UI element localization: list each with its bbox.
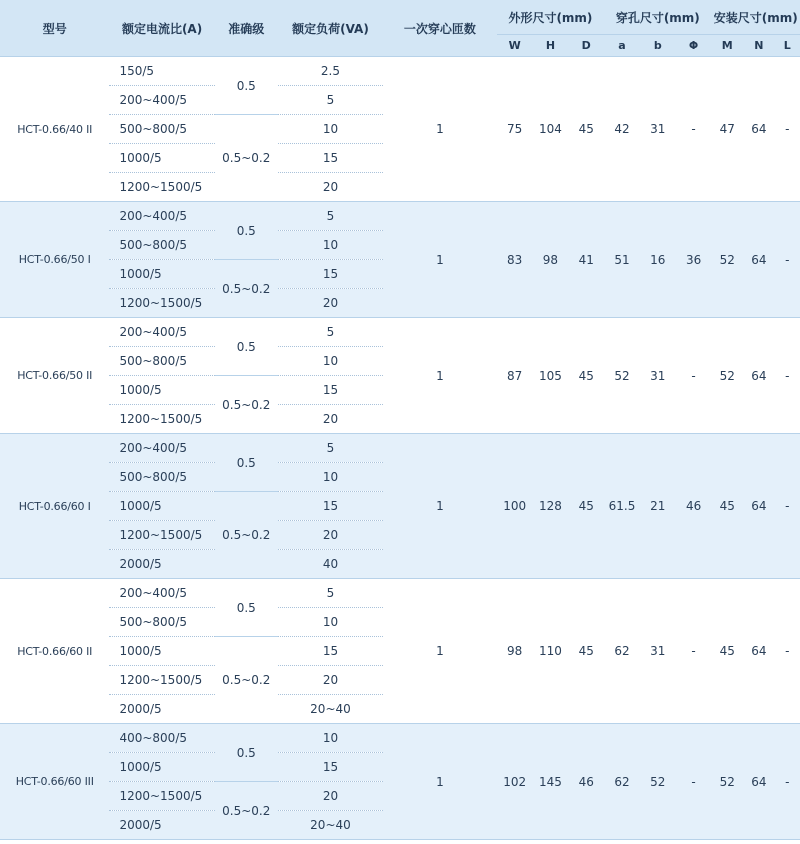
dim-b-cell: 16 [640,202,676,318]
burden-cell: 2.5 [278,57,383,86]
dim-w-cell: 100 [497,434,533,579]
burden-cell: 20~40 [278,695,383,724]
dim-d-cell: 45 [568,434,604,579]
dim-n-cell: 64 [743,724,775,840]
table-row [0,579,800,608]
header-sub-w: W [497,35,533,57]
burden-cell: 10 [278,724,383,753]
turns-cell: 1 [383,724,497,840]
ratio-cell: 200~400/5 [109,434,214,463]
accuracy-cell: 0.5 [215,579,278,637]
dim-n-cell: 64 [743,579,775,724]
header-sub-b: b [640,35,676,57]
model-group [0,434,800,579]
dim-m-cell: 52 [712,202,744,318]
dim-n-cell: 64 [743,57,775,202]
dim-l-cell: - [775,579,800,724]
dim-d-cell: 45 [568,579,604,724]
dim-a-cell: 62 [604,579,640,724]
ratio-cell: 1200~1500/5 [109,666,214,695]
ratio-cell: 1200~1500/5 [109,405,214,434]
ratio-cell: 200~400/5 [109,579,214,608]
dim-n-cell: 64 [743,318,775,434]
header-sub-l: L [775,35,800,57]
header-model: 型号 [0,0,109,57]
ratio-cell: 200~400/5 [109,202,214,231]
table-row [0,724,800,753]
accuracy-cell: 0.5~0.2 [215,376,278,434]
accuracy-cell: 0.5~0.2 [215,782,278,840]
header-mount-dimensions: 安装尺寸(mm) [712,0,800,35]
header-hole-dimensions: 穿孔尺寸(mm) [604,0,711,35]
dim-l-cell: - [775,724,800,840]
model-cell: HCT-0.66/50 II [0,318,109,434]
dim-a-cell: 42 [604,57,640,202]
burden-cell: 20 [278,782,383,811]
ratio-cell: 1000/5 [109,637,214,666]
dim-phi-cell: - [676,724,712,840]
accuracy-cell: 0.5~0.2 [215,637,278,724]
header-burden: 额定负荷(VA) [278,0,383,57]
header-sub-n: N [743,35,775,57]
turns-cell: 1 [383,579,497,724]
dim-h-cell: 98 [533,202,569,318]
dim-l-cell: - [775,318,800,434]
ratio-cell: 500~800/5 [109,463,214,492]
accuracy-cell: 0.5~0.2 [215,260,278,318]
ratio-cell: 2000/5 [109,550,214,579]
ratio-cell: 2000/5 [109,811,214,840]
ratio-cell: 1200~1500/5 [109,521,214,550]
dim-b-cell: 31 [640,318,676,434]
dim-w-cell: 87 [497,318,533,434]
dim-phi-cell: 36 [676,202,712,318]
burden-cell: 20 [278,289,383,318]
dim-phi-cell: - [676,579,712,724]
dim-h-cell: 104 [533,57,569,202]
dim-h-cell: 128 [533,434,569,579]
ratio-cell: 1200~1500/5 [109,173,214,202]
model-cell: HCT-0.66/50 I [0,202,109,318]
ratio-cell: 1200~1500/5 [109,289,214,318]
dim-m-cell: 52 [712,318,744,434]
ratio-cell: 150/5 [109,57,214,86]
dim-l-cell: - [775,202,800,318]
table-row [0,318,800,347]
ratio-cell: 2000/5 [109,695,214,724]
dim-h-cell: 145 [533,724,569,840]
turns-cell: 1 [383,434,497,579]
burden-cell: 15 [278,144,383,173]
burden-cell: 15 [278,492,383,521]
ratio-cell: 1000/5 [109,376,214,405]
burden-cell: 5 [278,202,383,231]
dim-d-cell: 46 [568,724,604,840]
ratio-cell: 200~400/5 [109,86,214,115]
dim-h-cell: 105 [533,318,569,434]
burden-cell: 20 [278,173,383,202]
table-header [0,0,800,57]
ratio-cell: 200~400/5 [109,318,214,347]
burden-cell: 10 [278,608,383,637]
accuracy-cell: 0.5~0.2 [215,115,278,202]
ratio-cell: 400~800/5 [109,724,214,753]
table-row [0,434,800,463]
accuracy-cell: 0.5 [215,57,278,115]
dim-a-cell: 51 [604,202,640,318]
model-group [0,724,800,840]
burden-cell: 5 [278,579,383,608]
dim-h-cell: 110 [533,579,569,724]
dim-b-cell: 31 [640,579,676,724]
ratio-cell: 500~800/5 [109,347,214,376]
dim-d-cell: 45 [568,57,604,202]
header-outer-dimensions: 外形尺寸(mm) [497,0,604,35]
dim-b-cell: 52 [640,724,676,840]
header-sub-phi: Φ [676,35,712,57]
burden-cell: 15 [278,637,383,666]
dim-phi-cell: - [676,57,712,202]
burden-cell: 10 [278,463,383,492]
dim-d-cell: 45 [568,318,604,434]
dim-m-cell: 45 [712,434,744,579]
header-sub-d: D [568,35,604,57]
ratio-cell: 1000/5 [109,260,214,289]
dim-w-cell: 98 [497,579,533,724]
dim-w-cell: 83 [497,202,533,318]
turns-cell: 1 [383,318,497,434]
table-row [0,57,800,86]
dim-b-cell: 31 [640,57,676,202]
header-turns: 一次穿心匝数 [383,0,497,57]
burden-cell: 15 [278,753,383,782]
ratio-cell: 1200~1500/5 [109,782,214,811]
ratio-cell: 500~800/5 [109,608,214,637]
model-cell: HCT-0.66/60 III [0,724,109,840]
burden-cell: 5 [278,434,383,463]
dim-n-cell: 64 [743,202,775,318]
dim-d-cell: 41 [568,202,604,318]
accuracy-cell: 0.5 [215,434,278,492]
dim-m-cell: 47 [712,57,744,202]
burden-cell: 20 [278,405,383,434]
model-group [0,318,800,434]
model-cell: HCT-0.66/60 II [0,579,109,724]
model-group [0,202,800,318]
turns-cell: 1 [383,202,497,318]
accuracy-cell: 0.5 [215,724,278,782]
burden-cell: 15 [278,376,383,405]
burden-cell: 15 [278,260,383,289]
dim-a-cell: 52 [604,318,640,434]
header-ratio: 额定电流比(A) [109,0,214,57]
burden-cell: 10 [278,231,383,260]
ratio-cell: 500~800/5 [109,231,214,260]
model-cell: HCT-0.66/60 I [0,434,109,579]
burden-cell: 10 [278,347,383,376]
header-sub-h: H [533,35,569,57]
dim-l-cell: - [775,57,800,202]
dim-w-cell: 75 [497,57,533,202]
dim-m-cell: 45 [712,579,744,724]
ratio-cell: 1000/5 [109,492,214,521]
dim-n-cell: 64 [743,434,775,579]
dim-l-cell: - [775,434,800,579]
model-group [0,57,800,202]
ratio-cell: 1000/5 [109,753,214,782]
turns-cell: 1 [383,57,497,202]
table-row [0,202,800,231]
accuracy-cell: 0.5~0.2 [215,492,278,579]
burden-cell: 20~40 [278,811,383,840]
burden-cell: 5 [278,318,383,347]
model-cell: HCT-0.66/40 II [0,57,109,202]
burden-cell: 40 [278,550,383,579]
burden-cell: 5 [278,86,383,115]
dim-b-cell: 21 [640,434,676,579]
accuracy-cell: 0.5 [215,318,278,376]
dim-m-cell: 52 [712,724,744,840]
ratio-cell: 1000/5 [109,144,214,173]
dim-a-cell: 61.5 [604,434,640,579]
accuracy-cell: 0.5 [215,202,278,260]
dim-w-cell: 102 [497,724,533,840]
burden-cell: 10 [278,115,383,144]
burden-cell: 20 [278,521,383,550]
model-group [0,579,800,724]
header-accuracy: 准确级 [215,0,278,57]
dim-phi-cell: - [676,318,712,434]
ratio-cell: 500~800/5 [109,115,214,144]
dim-a-cell: 62 [604,724,640,840]
burden-cell: 20 [278,666,383,695]
dim-phi-cell: 46 [676,434,712,579]
header-sub-a: a [604,35,640,57]
header-sub-m: M [712,35,744,57]
